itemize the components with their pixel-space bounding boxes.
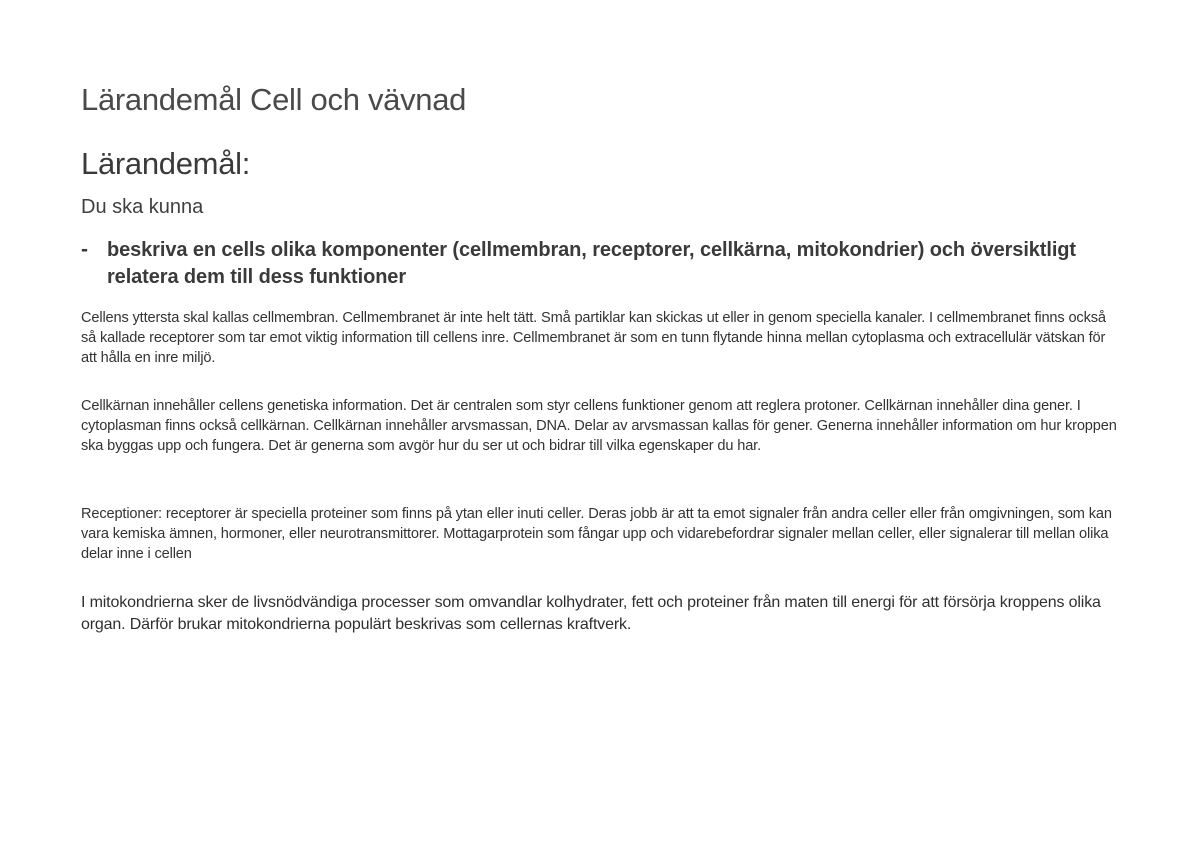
bullet-dash: - <box>81 238 88 261</box>
learning-objective <box>81 237 1121 291</box>
paragraph-cellmembrane: Cellens yttersta skal kallas cellmembran. Cellmembranet är inte helt tätt. Små partiklar kan skickas ut eller in genom speciella kanaler. I cellmembranet finns också så kallade receptorer som tar emot viktig information till cellens inre. Cellmembranet är som en tunn flytande hinna mellan cytoplasma och extracellulär vätskan för att hålla en inre miljö. <box>81 310 1106 366</box>
page-title: Lärandemål Cell och vävnad <box>81 82 467 117</box>
subheading: Du ska kunna <box>81 196 204 218</box>
paragraph-receptors: Receptioner: receptorer är speciella proteiner som finns på ytan eller inuti celler. Deras jobb är att ta emot signaler från andra celler eller från omgivningen, som kan vara kemiska ämnen, hormoner, eller neurotransmittorer. Mottagarprotein som fångar upp och vidarebefordrar signaler mellan celler, eller signalerar till mellan olika delar inne i cellen <box>81 506 1112 562</box>
section-heading: Lärandemål: <box>81 146 251 181</box>
paragraph-nucleus: Cellkärnan innehåller cellens genetiska information. Det är centralen som styr cellens funktioner genom att reglera protoner. Cellkärnan innehåller dina gener. I cytoplasman finns också cellkärnan. Cellkärnan innehåller arvsmassan, DNA. Delar av arvsmassan kallas för gener. Generna innehåller information om hur kroppen ska byggas upp och fungera. Det är generna som avgör hur du ser ut och bidrar till vilka egenskaper du har. <box>81 398 1117 454</box>
objective-text: beskriva en cells olika komponenter (cellmembran, receptorer, cellkärna, mitokondrier) och översiktligt relatera dem till dess funktioner <box>107 239 1076 288</box>
paragraph-mitochondria: I mitokondrierna sker de livsnödvändiga processer som omvandlar kolhydrater, fett och proteiner från maten till energi för att försörja kroppens olika organ. Därför brukar mitokondrierna populärt beskrivas som cellernas kraftverk. <box>81 594 1101 633</box>
